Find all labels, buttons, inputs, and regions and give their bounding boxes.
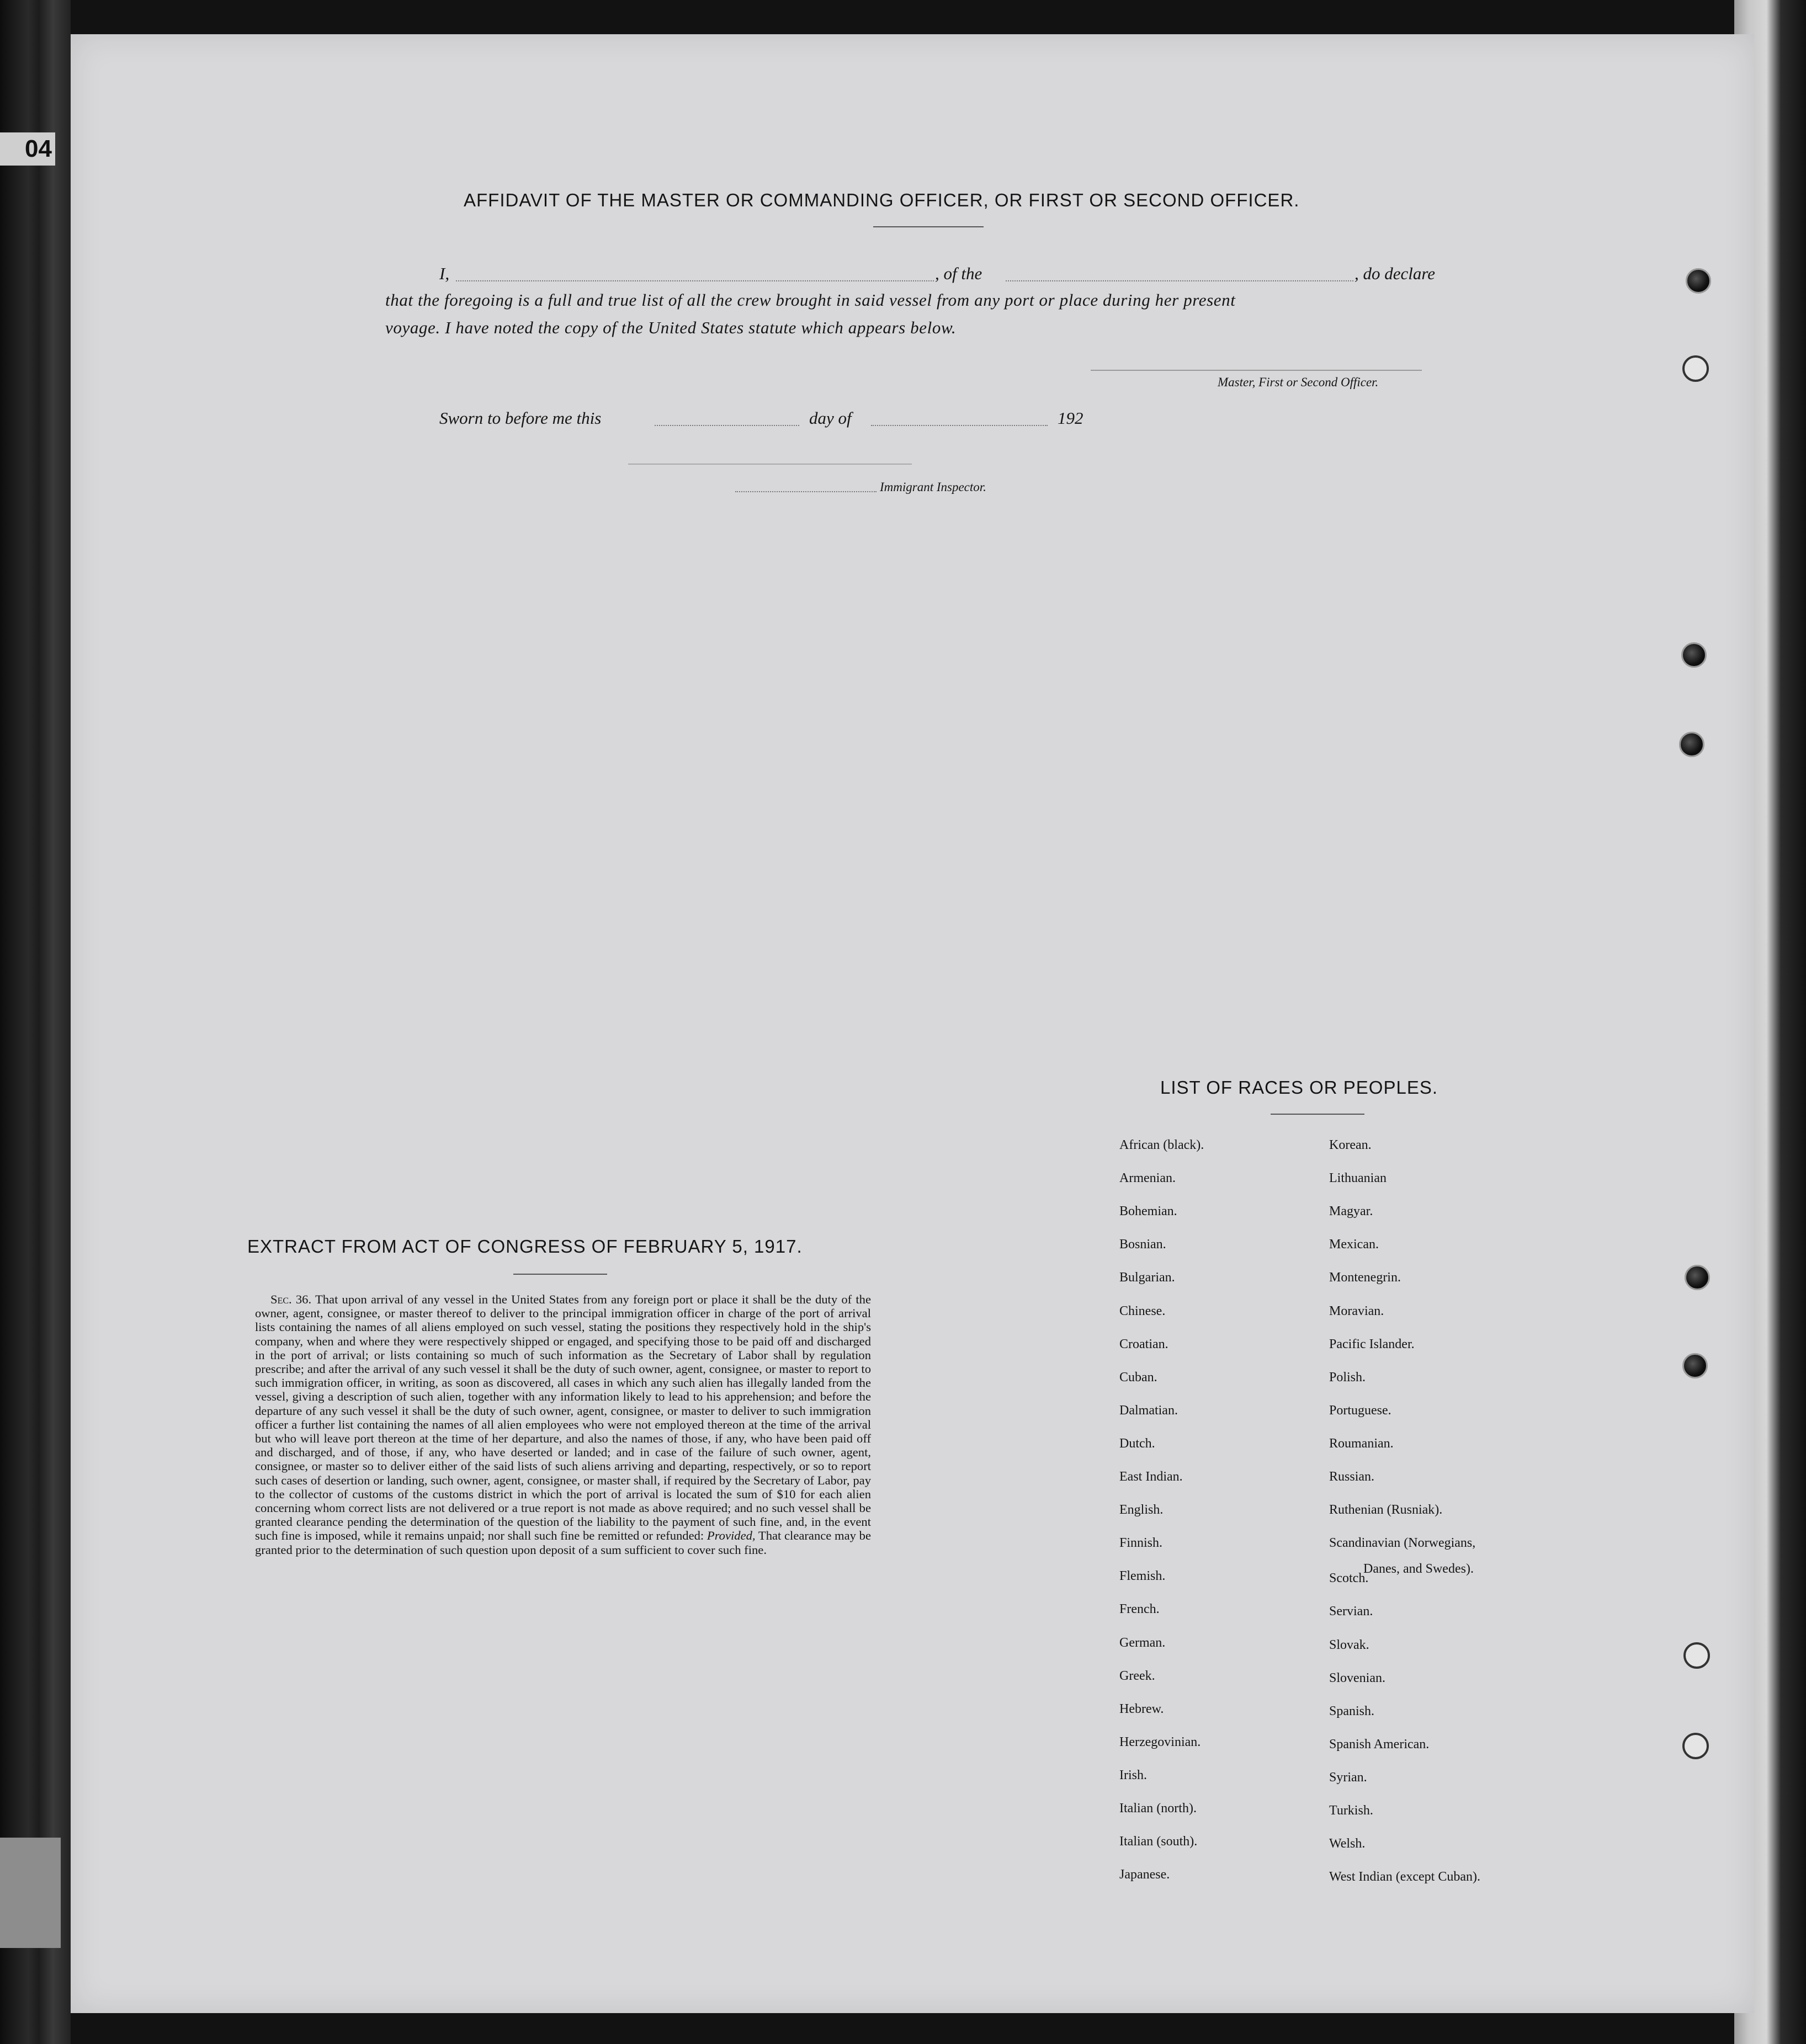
binder-hole-icon [1681,642,1707,668]
race-item: Croatian. [1119,1337,1168,1351]
race-item: Slovak. [1329,1637,1369,1652]
race-item: Magyar. [1329,1204,1373,1219]
sworn-label: Sworn to before me this [439,408,602,428]
race-item: Scandinavian (Norwegians, [1329,1536,1476,1551]
statute-body-part1: That upon arrival of any vessel in the United States from any foreign port or place it shall be the duty of the owner, agent, consignee, or master thereof to deliver to the principal immigration officer in charge of the port of arrival lists containing the names of all aliens employed on such vessel, stating the positions they respectively hold in the ship's company, when and where they were respectively shipped or engaged, and specifying those to be paid off and discharged in the port of arrival; or lists containing so much of such information as the Secretary of Labor shall by regulation prescribe; and after the arrival of any such vessel it shall be the duty of such owner, agent, consignee, or master to report to such immigration officer, in writing, as soon as discovered, all cases in which any such alien has illegally landed from the vessel, giving a description of such alien, together with any information likely to lead to his apprehension; and before the departure of any such vessel it shall be the duty of such owner, agent, consignee, or master to deliver to such immigration officer a further list containing the names of all alien employees who were not employed thereon at the time of the arrival but who will leave port thereon at the time of her departure, and also the names of those, if any, who have been paid off and discharged, and of those, if any, who have deserted or landed; and in case of the failure of such owner, agent, consignee, or master so to deliver either of the said lists of such aliens arriving and departing, respectively, or so to report such cases of desertion or landing, such owner, agent, consignee, or master shall, if required by the Secretary of Labor, pay to the collector of customs of the customs district in which the port of arrival is located the sum of $10 for each alien concerning whom correct lists are not delivered or a true report is not made as above required; and no such vessel shall be granted clearance pending the determination of the question of the liability to the payment of such fine, and, in the event such fine is imposed, while it remains unpaid; nor shall such fine be remitted or refunded: [255,1292,871,1543]
year-prefix: 192 [1058,408,1083,428]
master-signature-caption: Master, First or Second Officer. [1218,375,1379,389]
section-label: Sec. 36. [270,1292,312,1306]
race-item: Dutch. [1119,1436,1155,1451]
race-item: Scotch. [1329,1571,1369,1586]
binder-hole-icon [1685,1265,1710,1290]
statute-body-part2: That clearance may be granted prior to the determination of such question upon deposit of a sum sufficient to cover such fine. [255,1529,871,1557]
binder-hole-icon [1682,1733,1709,1759]
race-continuation: Danes, and Swedes). [1363,1562,1474,1576]
affidavit-i-label: I, [439,264,450,283]
race-item: Bohemian. [1119,1204,1177,1219]
race-item: Herzegovinian. [1119,1734,1201,1749]
do-declare-label: , do declare [1354,264,1436,283]
race-item: Roumanian. [1329,1436,1394,1451]
race-item: Dalmatian. [1119,1403,1178,1418]
left-page-stack-edge [0,0,71,2044]
day-of-label: day of [809,408,852,428]
race-item: Cuban. [1119,1370,1157,1385]
vessel-name-blank[interactable] [1006,280,1353,281]
race-item: Spanish. [1329,1704,1375,1718]
inspector-name-blank[interactable] [735,491,877,492]
race-item: Bosnian. [1119,1237,1166,1252]
race-item: Greek. [1119,1668,1155,1683]
race-item: Turkish. [1329,1803,1373,1818]
race-item: Lithuanian [1329,1171,1387,1186]
race-item: Slovenian. [1329,1670,1385,1685]
race-item: Russian. [1329,1470,1375,1484]
race-item: Pacific Islander. [1329,1337,1415,1351]
race-item: Portuguese. [1329,1403,1391,1418]
affidavit-line-3: voyage. I have noted the copy of the United States statute which appears below. [385,318,957,337]
race-item: East Indian. [1119,1470,1183,1484]
sworn-month-blank[interactable] [871,425,1048,426]
master-name-blank[interactable] [456,280,934,281]
statute-text [255,1292,871,1557]
race-item: Italian (north). [1119,1801,1197,1816]
race-item: Polish. [1329,1370,1366,1385]
master-signature-blank[interactable] [1091,370,1422,371]
race-item: Mexican. [1329,1237,1379,1252]
race-item: Spanish American. [1329,1737,1430,1752]
binder-hole-icon [1683,1642,1710,1669]
race-item: Welsh. [1329,1837,1366,1851]
race-item: Italian (south). [1119,1834,1198,1849]
race-item: Flemish. [1119,1569,1166,1584]
race-item: Japanese. [1119,1867,1170,1882]
race-item: Moravian. [1329,1303,1384,1318]
races-title: LIST OF RACES OR PEOPLES. [1160,1077,1438,1098]
race-item: West Indian (except Cuban). [1329,1870,1480,1885]
race-item: Finnish. [1119,1536,1163,1551]
race-item: Armenian. [1119,1171,1176,1186]
race-item: Ruthenian (Rusniak). [1329,1503,1443,1518]
race-item: African (black). [1119,1138,1204,1152]
binder-hole-icon [1682,1353,1708,1378]
race-item: Chinese. [1119,1303,1166,1318]
provided-word: Provided, [707,1529,756,1543]
sworn-day-blank[interactable] [655,425,799,426]
binder-hole-icon [1682,355,1709,382]
race-item: German. [1119,1635,1166,1650]
inspector-caption: Immigrant Inspector. [880,480,986,494]
binder-hole-icon [1686,268,1711,294]
left-page-tab-number: 04 [0,132,55,166]
race-item: Korean. [1329,1138,1372,1152]
title-rule [873,226,984,227]
race-item: Montenegrin. [1329,1270,1401,1285]
race-item: Servian. [1329,1604,1373,1619]
race-item: French. [1119,1602,1160,1617]
affidavit-line-2: that the foregoing is a full and true list of all the crew brought in said vessel from any port or place during her present [385,290,1236,310]
race-item: Bulgarian. [1119,1270,1175,1285]
race-item: Syrian. [1329,1770,1367,1785]
race-item: Hebrew. [1119,1701,1164,1716]
races-title-rule [1271,1114,1364,1115]
race-item: English. [1119,1503,1164,1518]
inspector-signature-blank[interactable] [628,464,912,465]
extract-title: EXTRACT FROM ACT OF CONGRESS OF FEBRUARY 5, 1917. [247,1236,803,1257]
left-page-stack-edge-bottom [0,1838,61,1948]
binder-hole-icon [1679,732,1704,757]
of-the-label: , of the [935,264,982,283]
affidavit-title: AFFIDAVIT OF THE MASTER OR COMMANDING OFFICER, OR FIRST OR SECOND OFFICER. [464,190,1300,210]
extract-title-rule [513,1274,607,1275]
race-item: Irish. [1119,1768,1147,1782]
